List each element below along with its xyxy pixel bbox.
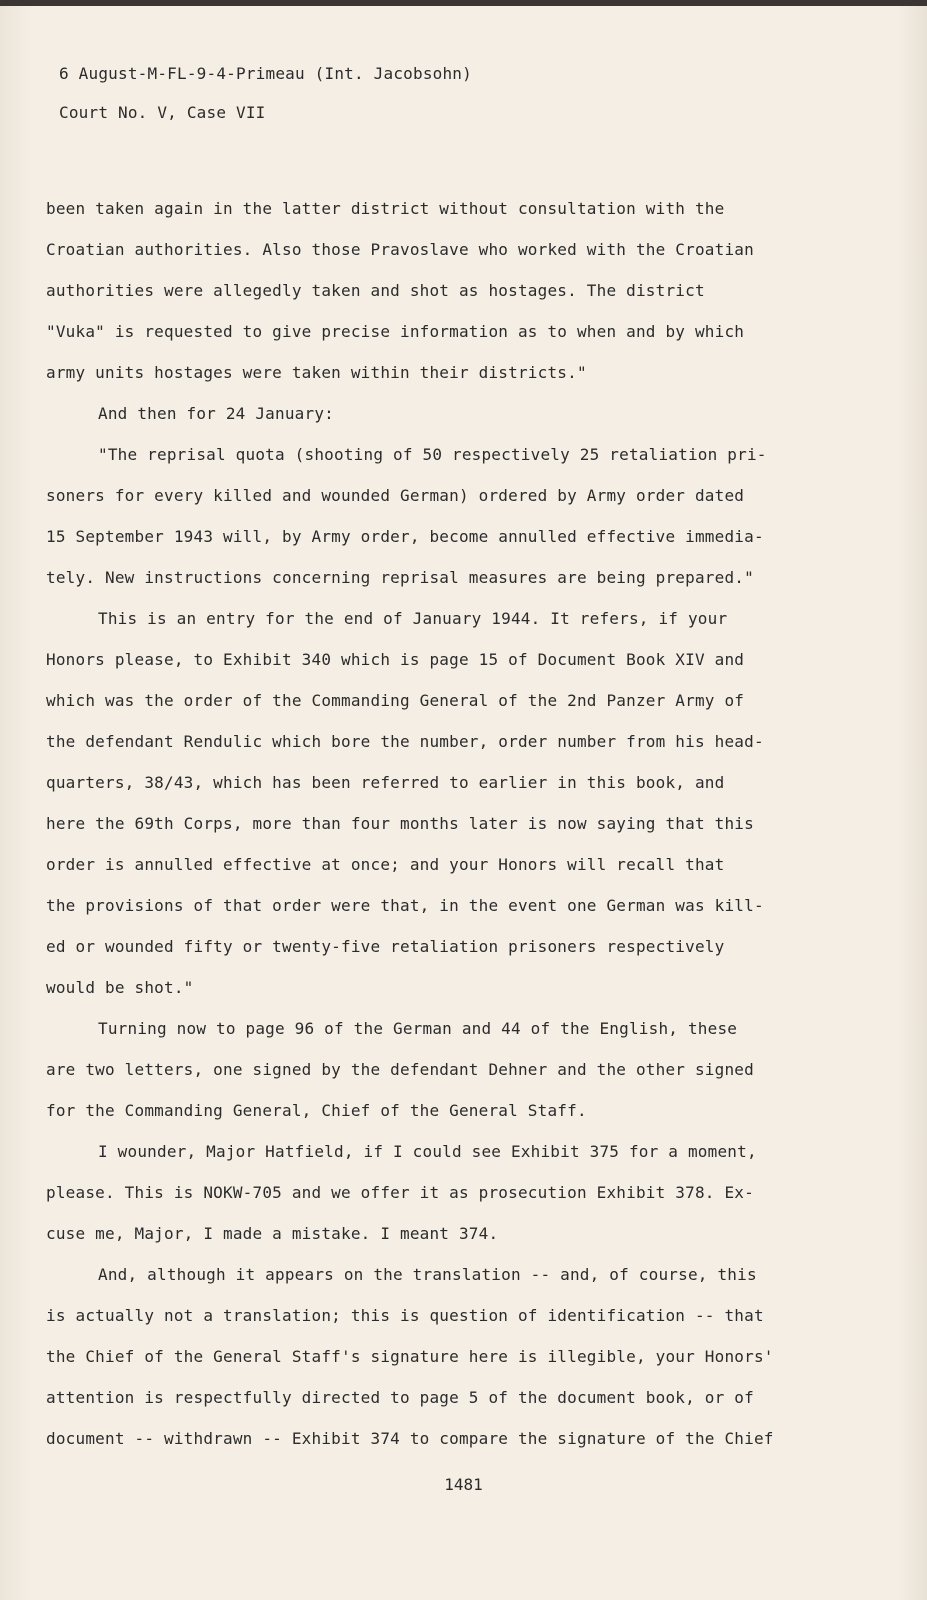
text-line: tely. New instructions concerning reprisal measures are being prepared." [46, 568, 754, 587]
text-line: are two letters, one signed by the defendant Dehner and the other signed [46, 1060, 754, 1079]
text-line: the provisions of that order were that, in the event one German was kill- [46, 896, 764, 915]
text-line: attention is respectfully directed to page 5 of the document book, or of [46, 1388, 754, 1407]
text-line: would be shot." [46, 978, 194, 997]
text-line: And, although it appears on the translation -- and, of course, this [98, 1265, 757, 1284]
text-line: here the 69th Corps, more than four months later is now saying that this [46, 814, 754, 833]
text-line: "The reprisal quota (shooting of 50 respectively 25 retaliation pri- [98, 445, 767, 464]
text-line: I wounder, Major Hatfield, if I could see Exhibit 375 for a moment, [98, 1142, 757, 1161]
text-line: Turning now to page 96 of the German and 44 of the English, these [98, 1019, 738, 1038]
text-line: soners for every killed and wounded German) ordered by Army order dated [46, 486, 745, 505]
text-line: been taken again in the latter district without consultation with the [46, 199, 725, 218]
header-session-line: 6 August-M-FL-9-4-Primeau (Int. Jacobsohn) [59, 64, 472, 83]
text-line: ed or wounded fifty or twenty-five retaliation prisoners respectively [46, 937, 725, 956]
text-line: the defendant Rendulic which bore the number, order number from his head- [46, 732, 764, 751]
document-header [59, 64, 472, 123]
page-number: 1481 [444, 1475, 483, 1494]
text-line: for the Commanding General, Chief of the General Staff. [46, 1101, 587, 1120]
text-line: order is annulled effective at once; and your Honors will recall that [46, 855, 725, 874]
text-line: This is an entry for the end of January 1944. It refers, if your [98, 609, 728, 628]
text-line: document -- withdrawn -- Exhibit 374 to compare the signature of the Chief [46, 1429, 774, 1448]
header-court-line: Court No. V, Case VII [59, 103, 266, 122]
text-line: 15 September 1943 will, by Army order, become annulled effective immedia- [46, 527, 764, 546]
text-line: Honors please, to Exhibit 340 which is page 15 of Document Book XIV and [46, 650, 745, 669]
text-line: "Vuka" is requested to give precise information as to when and by which [46, 322, 745, 341]
text-line: authorities were allegedly taken and shot as hostages. The district [46, 281, 705, 300]
transcript-body [46, 188, 806, 1459]
text-line: And then for 24 January: [98, 404, 334, 423]
text-line: the Chief of the General Staff's signature here is illegible, your Honors' [46, 1347, 774, 1366]
scan-edge [0, 0, 927, 6]
text-line: which was the order of the Commanding General of the 2nd Panzer Army of [46, 691, 745, 710]
text-line: army units hostages were taken within their districts." [46, 363, 587, 382]
text-line: Croatian authorities. Also those Pravoslave who worked with the Croatian [46, 240, 754, 259]
text-line: quarters, 38/43, which has been referred to earlier in this book, and [46, 773, 725, 792]
text-line: cuse me, Major, I made a mistake. I meant 374. [46, 1224, 499, 1243]
text-line: please. This is NOKW-705 and we offer it as prosecution Exhibit 378. Ex- [46, 1183, 754, 1202]
text-line: is actually not a translation; this is question of identification -- that [46, 1306, 764, 1325]
